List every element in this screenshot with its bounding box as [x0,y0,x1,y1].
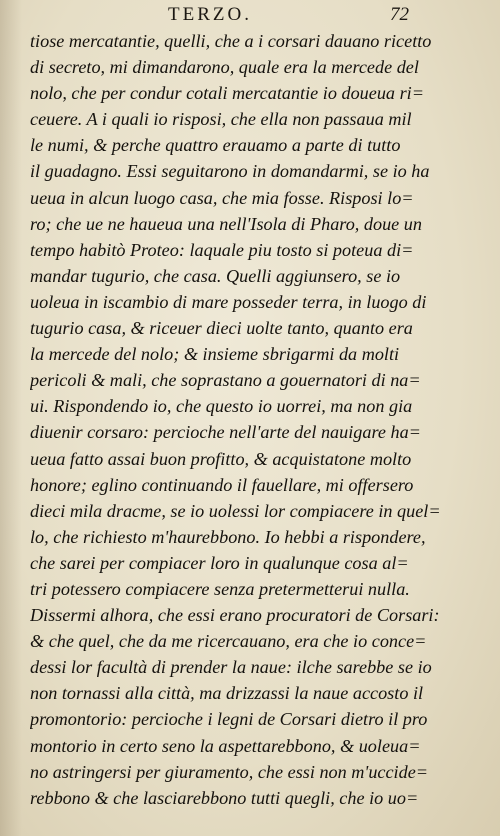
text-line: le numi, & perche quattro erauamo a parte di tutto [30,135,401,156]
text-line: pericoli & mali, che soprastano a gouernatori di na= [30,370,421,391]
text-line: ro; che ue ne haueua una nell'Isola di Pharo, doue un [30,213,422,234]
text-line: di secreto, mi dimandarono, quale era la mercede del [30,57,419,78]
running-head: TERZO. [168,4,252,25]
text-line: tempo habitò Proteo: laquale piu tosto si poteua di= [30,239,414,260]
text-line: montorio in certo seno la aspettarebbono, & uoleua= [30,735,421,756]
text-line: honore; eglino continuando il fauellare, mi offersero [30,474,414,495]
text-line: mandar tugurio, che casa. Quelli aggiunsero, se io [30,265,401,286]
text-line: che sarei per compiacer loro in qualunque cosa al= [30,552,409,573]
body-text [30,28,460,811]
text-line: il guadagno. Essi seguitarono in domandarmi, se io ha [30,161,430,182]
text-line: ceuere. A i quali io risposi, che ella non passaua mil [30,109,412,130]
text-line: tugurio casa, & riceuer dieci uolte tanto, quanto era [30,318,413,339]
text-line: rebbono & che lasciarebbono tutti quegli, che io uo= [30,787,419,808]
page-header [0,4,500,26]
text-line: promontorio: percioche i legni de Corsari dietro il pro [30,709,428,730]
text-line: ueua fatto assai buon profitto, & acquistatone molto [30,448,412,469]
text-line: & che quel, che da me ricercauano, era che io conce= [30,631,427,652]
text-line: la mercede del nolo; & insieme sbrigarmi da molti [30,344,400,365]
text-line: ueua in alcun luogo casa, che mia fosse. Risposi lo= [30,187,414,208]
text-line: ui. Rispondendo io, che questo io uorrei, ma non gia [30,396,413,417]
text-line: dieci mila dracme, se io uolessi lor compiacere in quel= [30,500,441,521]
text-line: dessi lor facultà di prender la naue: ilche sarebbe se io [30,657,432,678]
text-line: diuenir corsaro: percioche nell'arte del nauigare ha= [30,422,421,443]
text-line: nolo, che per condur cotali mercatantie io doueua ri= [30,83,424,104]
text-line: tiose mercatantie, quelli, che a i corsari dauano ricetto [30,31,432,51]
text-line: tri potessero compiacere senza pretermetterui nulla. [30,578,410,599]
text-line: uoleua in iscambio di mare posseder terra, in luogo di [30,291,427,312]
text-line: Dissermi alhora, che essi erano procuratori de Corsari: [30,605,440,626]
text-line: non tornassi alla città, ma drizzassi la naue accosto il [30,683,424,704]
text-line: lo, che richiesto m'haurebbono. Io hebbi a rispondere, [30,526,426,547]
text-line: no astringersi per giuramento, che essi non m'uccide= [30,761,429,782]
page-number: 72 [390,4,409,25]
gutter-shadow [0,0,22,836]
